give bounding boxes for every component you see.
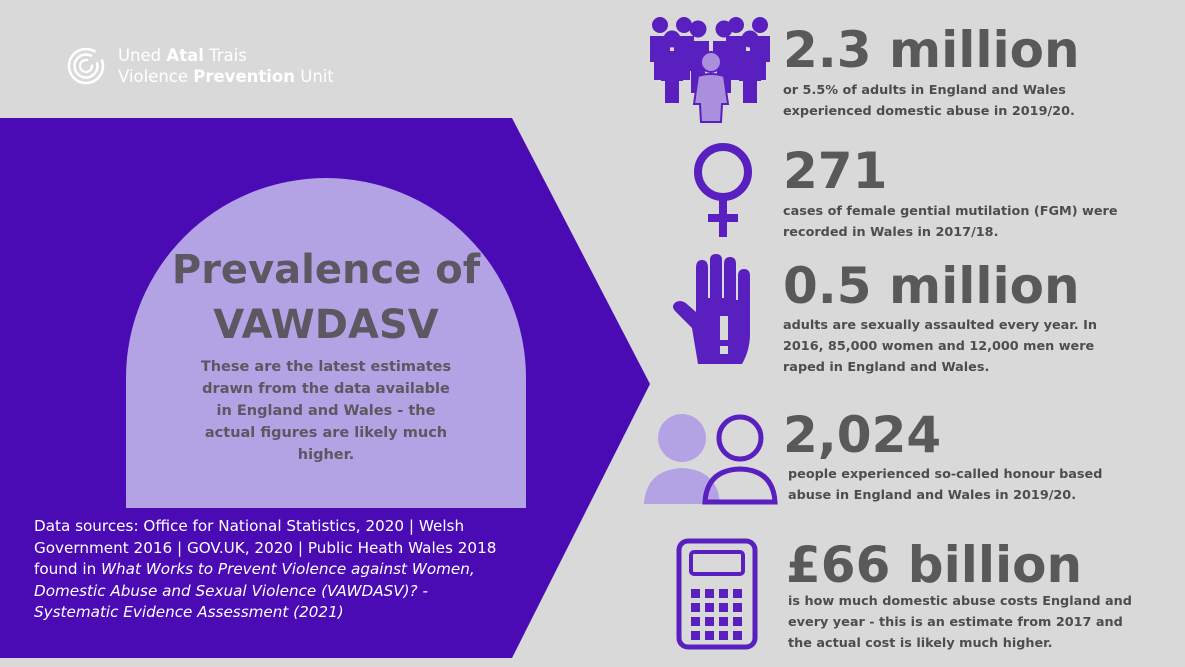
stat-desc-4: people experienced so-called honour based abuse in England and Wales in 2019/20. [788, 467, 1103, 503]
logo-line-1: Uned Atal Trais [118, 46, 247, 65]
stat-desc-2: cases of female gential mutilation (FGM) were recorded in Wales in 2017/18. [783, 204, 1118, 240]
logo-rings-icon [66, 46, 106, 86]
logo-line-2: Violence Prevention Unit [118, 67, 334, 86]
stat-desc-5: is how much domestic abuse costs England and every year - this is an estimate from 2017 and the actual cost is likely much higher. [788, 594, 1132, 651]
page-title-line-2: VAWDASV [213, 302, 439, 348]
page-subtitle: These are the latest estimates drawn from the data available in England and Wales - the actual figures are likely much higher. [200, 359, 452, 463]
stat-value-1: 2.3 million [783, 21, 1080, 79]
stat-desc-1: or 5.5% of adults in England and Wales experienced domestic abuse in 2019/20. [783, 83, 1075, 119]
two-people-icon [644, 412, 779, 506]
logo-text [118, 45, 334, 87]
logo [66, 45, 334, 87]
stat-value-4: 2,024 [783, 406, 942, 464]
page-title-line-1: Prevalence of [171, 247, 481, 293]
stat-desc-3: adults are sexually assaulted every year. In 2016, 85,000 women and 12,000 men were raped in England and Wales. [783, 318, 1097, 375]
female-symbol-icon [688, 138, 758, 240]
calculator-icon [676, 538, 758, 650]
stat-value-2: 271 [783, 142, 888, 200]
stat-value-5: £66 billion [786, 536, 1083, 594]
crowd-icon [648, 16, 774, 124]
stat-value-3: 0.5 million [783, 257, 1080, 315]
data-sources: Data sources: Office for National Statistics, 2020 | Welsh Government 2016 | GOV.UK, 2020 | Public Heath Wales 2018 found in What Works to Prevent Violence against Women, Domestic Abuse and Sexual Violence (VAWDASV)? - Systematic Evidence Assessment (2021) [34, 517, 497, 621]
hand-warning-icon [668, 254, 758, 372]
